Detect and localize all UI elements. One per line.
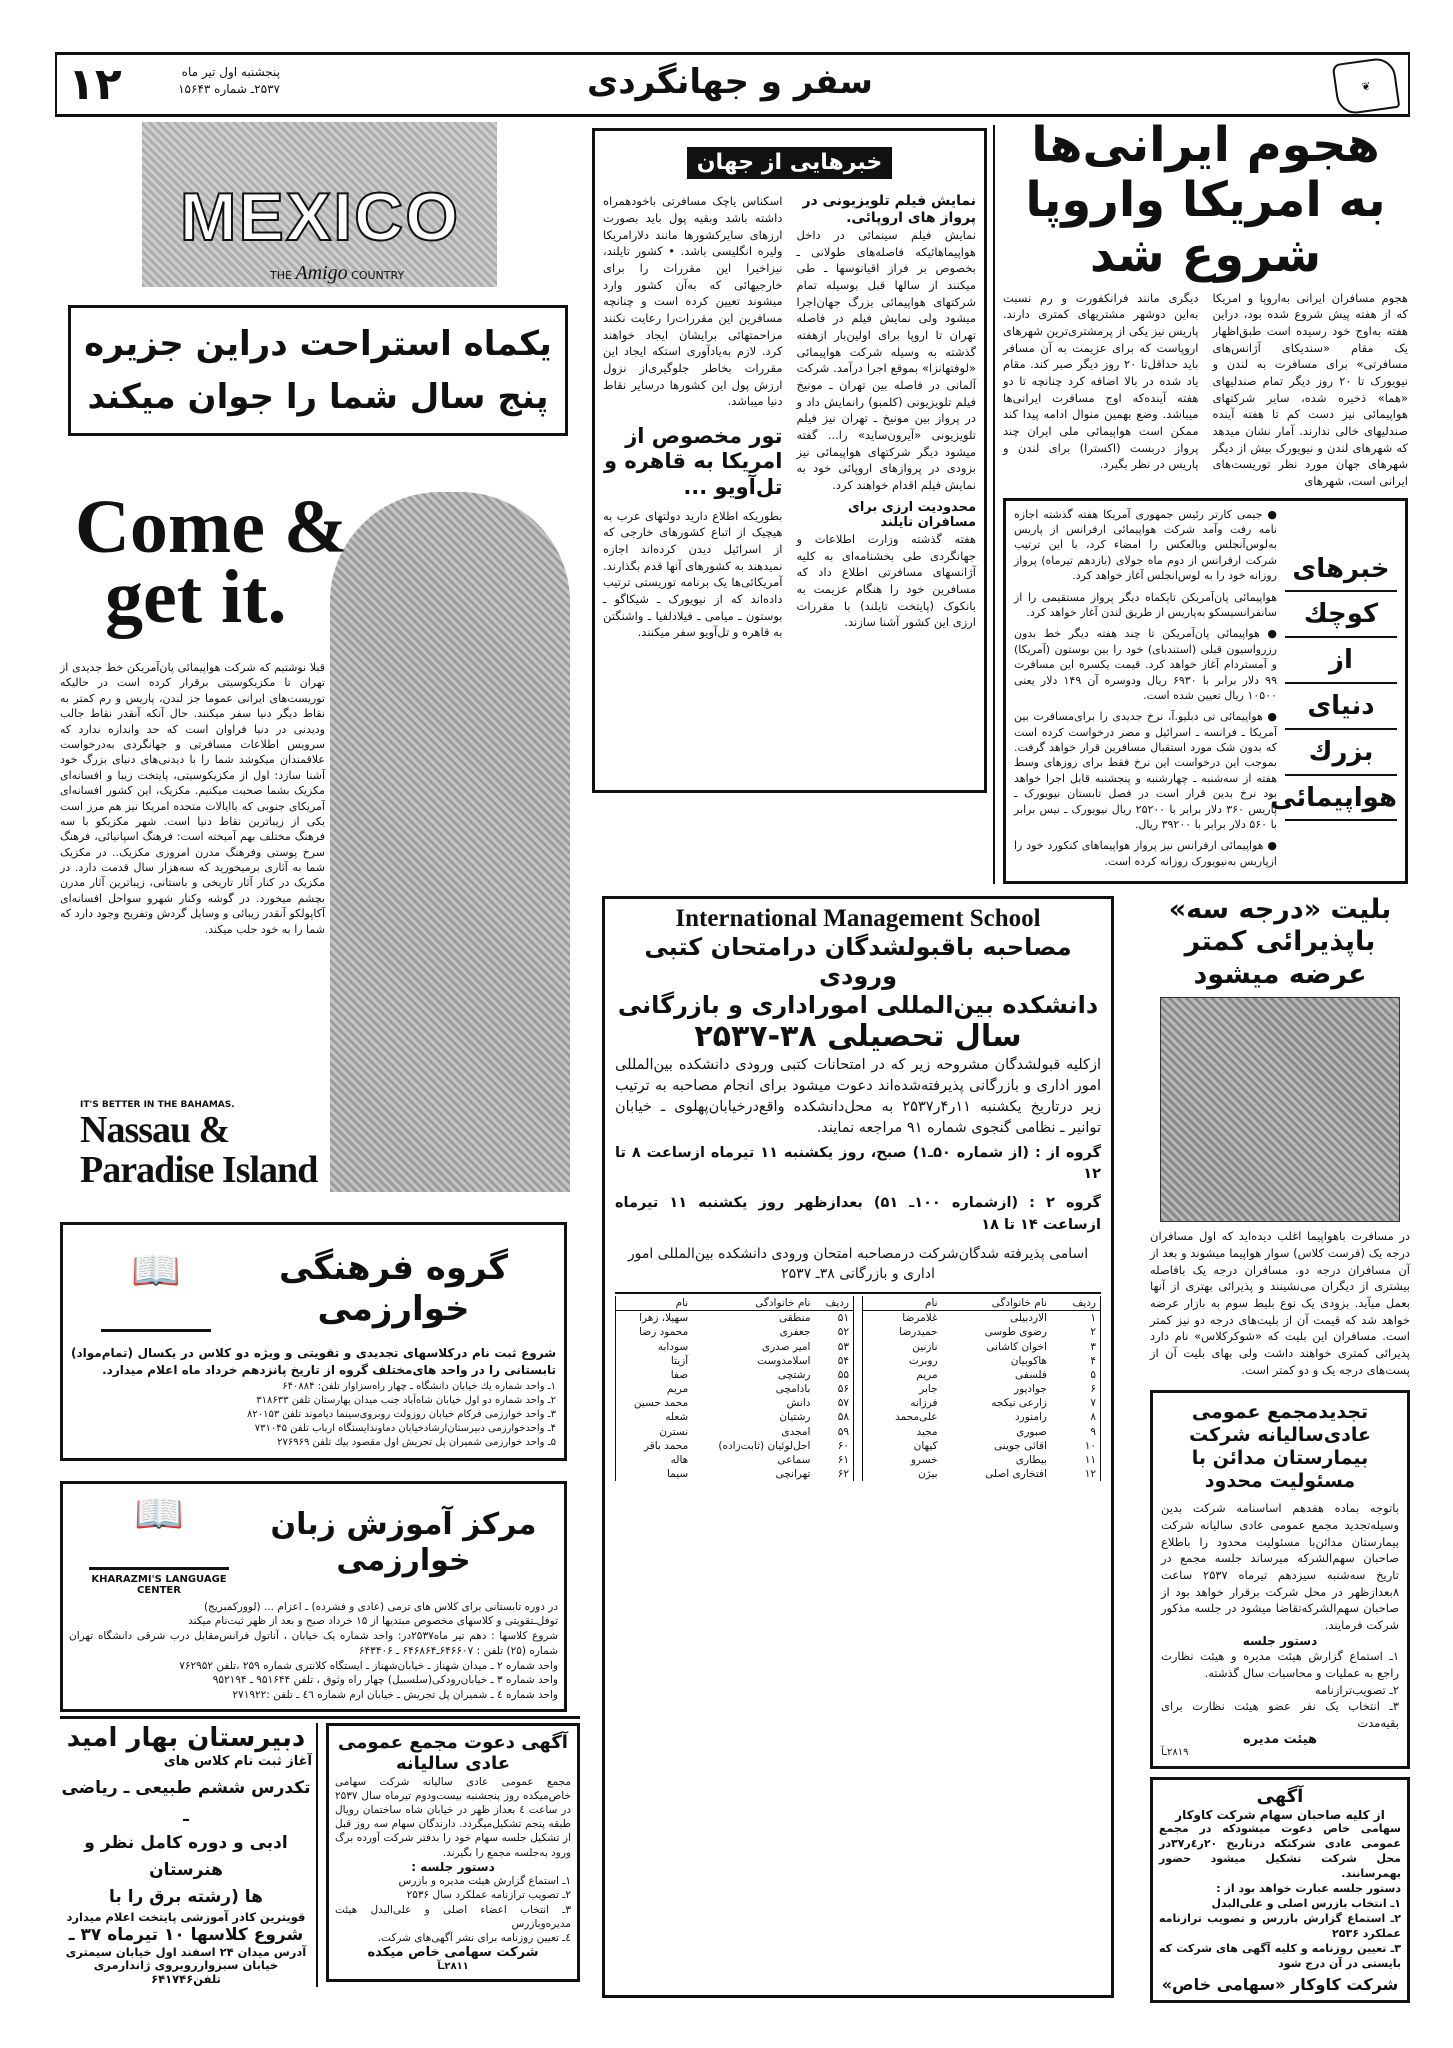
left-column-lower: [60, 1222, 582, 1987]
small-news-label: [1270, 507, 1397, 876]
ims-admitted-lists: [615, 1292, 1101, 1481]
small-news-label-word: بزرك: [1285, 730, 1397, 776]
slogan-line-1: Come &: [75, 485, 348, 569]
kharazmi-book-logo: 📖: [101, 1247, 211, 1332]
agenda-item: ۱ـ استماع گزارش هیئت مدیره و بازرس: [398, 1875, 571, 1888]
table-row: [863, 1410, 1100, 1424]
world-news-col-left: [603, 193, 783, 641]
nassau-logo: [80, 1110, 317, 1190]
lead-headline: هجوم ایرانی‌ها به امریکا واروپا شروع شد: [1025, 117, 1386, 284]
table-row: [616, 1410, 853, 1424]
surname: دانش: [786, 1397, 811, 1410]
tagline-post: COUNTRY: [351, 269, 405, 282]
madaen-code: ۲۸۱۹ـآ: [1161, 1747, 1189, 1759]
kavkar-agenda: [1159, 1897, 1401, 1971]
kharazmi-unit: ۴ـ واحدخوارزمی دبیرستان‌ارشاد‌خیابان دماوند‌ایستگاه ارباب تلفن ۷۳۱۰۴۵: [254, 1422, 556, 1434]
ims-group-2: گروه ۲ : (ازشماره ۱۰۰ـ ۵۱) بعدازظهر روز یکشنبه ۱۱ تیرماه ازساعت ۱۴ تا ۱۸: [615, 1195, 1101, 1233]
table-row: [863, 1467, 1100, 1481]
first-name: نازنین: [912, 1340, 938, 1353]
row-number: ۶: [1090, 1383, 1096, 1396]
small-news-label-word: دنیای: [1285, 684, 1397, 730]
kavkar-signature: شرکت کاوکار «سهامی خاص»: [1161, 1974, 1399, 1994]
col-name: نام: [863, 1296, 942, 1311]
mexico-brand: MEXICO: [179, 179, 461, 255]
bahar-omid-courses-3: ها (رشته برق را با: [109, 1887, 263, 1908]
meeting-agenda-title: دستور جلسه :: [411, 1859, 495, 1874]
surname: فلسفی: [1015, 1368, 1047, 1381]
first-name: مریم: [666, 1383, 689, 1396]
surname: اخوان کاشانی: [986, 1340, 1047, 1353]
first-name: سیما: [666, 1468, 689, 1481]
logo-en-line2: CENTER: [137, 1584, 181, 1596]
kharazmi-language-logo: 📖: [89, 1490, 229, 1570]
agenda-item: ۳ـ تعیین روزنامه و کلیه آگهی های شرکت که بایستی در آن درج شود: [1159, 1941, 1401, 1970]
table-row: [863, 1340, 1100, 1354]
row-number: ۵۷: [837, 1397, 849, 1410]
surname: اقائی جوینی: [994, 1439, 1047, 1452]
small-news-label-word: خبرهای: [1285, 547, 1397, 593]
tour-headline: تور مخصوص از امریکا به قاهره و تل‌آویو ...: [603, 424, 783, 499]
row-number: ۴: [1090, 1354, 1096, 1367]
first-name: مریم: [916, 1368, 938, 1381]
admitted-table-1: [863, 1296, 1100, 1481]
surname: زارعی نیکجه: [991, 1397, 1047, 1410]
kavkar-agenda-title: دستور جلسه عبارت خواهد بود از :: [1216, 1882, 1401, 1896]
row-number: ۹: [1090, 1425, 1096, 1438]
first-name: محمد باقر: [643, 1439, 689, 1452]
kharazmi-logo-english: [89, 1574, 229, 1596]
table-row: [616, 1439, 853, 1453]
small-news-label-word: کوچك: [1285, 592, 1397, 638]
agenda-item: ۱ـ انتخاب بازرس اصلی و علی‌البدل: [1211, 1897, 1401, 1911]
first-name: روبرت: [908, 1354, 938, 1367]
table-row: [863, 1382, 1100, 1396]
tv-headline: نمایش فیلم تلویزیونی در پرواز های اروپائی.: [802, 193, 976, 227]
meeting-body: مجمع عمومی عادی سالیانه شرکت سهامی خاص‌میکده روز پنجشنبه بیست‌ودوم تیرماه سال ۲۵۳۷ در ساعت ٤ بعداز ظهر در خیابان شاه ساختمان رویال طبقه پنجم تشکیل‌میگردد. دارندگان سهام سه روز قبل از تشکیل جلسه سهام خود را بدفتر شرکت آورده برگ ورود به‌جلسه مجمع را بگیرند.: [335, 1775, 571, 1859]
bahar-omid-courses-1: تکدرس ششم طبیعی ـ ریاضی ـ: [61, 1778, 311, 1826]
col-row: ردیف: [814, 1296, 853, 1311]
small-news-label-word: از: [1285, 638, 1397, 684]
bahar-omid-courses-2: ادبی و دوره کامل نظر و هنرستان: [84, 1832, 288, 1880]
right-column-lower: [1150, 894, 1410, 2003]
agenda-item: ۲ـ تصویب ترازنامه عملکرد سال ۲۵۳۶: [406, 1889, 571, 1902]
table-row: [863, 1354, 1100, 1368]
bahar-omid-ad: [60, 1723, 318, 1987]
row-number: ۵۳: [837, 1340, 849, 1353]
table-row: [616, 1453, 853, 1467]
small-news-item: هواپیمائی پان‌آمریکن تاپکماه دیگر پرواز مستقیمی را از سانفرانسیسکو بەپاریس از طریق لندن آغاز خواهد کرد.: [1014, 590, 1277, 619]
kharazmi-unit: ۱ـ واحد شماره یك خیابان دانشگاه ـ چهار راه‌سزاوار تلفن: ۶۴۰۸۸۴: [282, 1380, 556, 1392]
newspaper-logo: ❦: [1332, 56, 1401, 116]
surname: جوادپور: [1014, 1383, 1047, 1396]
kharazmi-language-line: واحد شماره ۲ ـ میدان شهناز ـ خیابان‌شهناز ـ ایستگاه کلانتری شماره ۲۵۹ ،تلفن ۷۶۲۹۵۲: [179, 1659, 558, 1672]
first-name: هاله: [670, 1454, 689, 1466]
first-name: محمود رضا: [639, 1326, 689, 1339]
surname: جعفری: [779, 1326, 811, 1339]
table-row: [616, 1311, 853, 1326]
kharazmi-group-units: [71, 1380, 556, 1450]
currency-headline: محدودیت ارزی برای مسافران تایلند: [847, 499, 976, 531]
madaen-title: تجدیدمجمع عمومی عادی‌سالیانه شرکت بیمارستان مدائن با مسئولیت محدود: [1188, 1401, 1372, 1492]
first-name: غلامرضا: [902, 1312, 938, 1325]
surname: رشتچی: [777, 1368, 811, 1381]
bottom-ads-rule: [60, 1716, 580, 1719]
surname: امیر صدری: [761, 1340, 811, 1353]
surname: الاردبیلی: [1009, 1312, 1047, 1325]
bahar-omid-start: شروع کلاسها ۱۰ تیرماه ۳۷ ـ: [68, 1925, 304, 1946]
madaen-body: باتوجه بماده هفدهم اساسنامه شرکت بدین وسیلەتجدید مجمع عمومی عادی سالیانه شرکت بیمارستان مدائن‌با مسئولیت محدود را باطلاع صاحبان سهم‌الشرکه میرساند جلسه مجمع در تاریخ سه‌شنبه سیزدهم تیرماه ۲۵۳۷ ساعت ۸بعدازظهر در محل شرکت برقرار خواهد بود از صاحبان سهم‌الشرکه‌تقاضا میشود در جلسه مذکور شرکت فرمایند.: [1161, 1501, 1400, 1633]
row-number: ۶۱: [837, 1454, 849, 1466]
col-surname: نام خانوادگی: [692, 1296, 814, 1311]
small-news-item: ● هواپیمائی ارفرانس نیز پرواز هواپیماهای کنکورد خود را ازپاریس بەنیویورک روزانه کرده است.: [1014, 839, 1277, 868]
mexico-article: قبلا نوشتیم که شرکت هواپیمائی پان‌آمریکن خط جدیدی از تهران تا مکزیکوسیتی برقرار کرده است در حالیکه توریست‌های ایرانی عموما جز لندن، پاریس و رم کمتر به نقاط دیگر دنیا سفر میکنند. حال آنکه آنقدر نقاط جالب ودیدنی در دنیا فراوان است که حد واندازه ندارد که سرویس اطلاعات مسافرتی و جهانگردی به‌درخواست علاقمندان میکوشد شما را با دیدنی‌های دنیای بزرگ خود آشنا سازد: اول از مکزیکوسیتی، پایتخت زیبا و افسانه‌ای مکزیک بشما صحبت میکنیم. مکزیک، این کشور افسانه‌ای آمریکای جنوبی که باایالات متحده امریکا نیز هم مرز است یکی از زیباترین نقاط دنیا است. شهر مکزیکو با سه فرهنگ مختلف بهم آمیخته است: فرهنگ اسپانیائی، فرهنگ سرخ پوستی وفرهنگ مدرن امروزی مکزیک.. در مکزیک شما به آثاری برمیخورید که سه‌هزار سال قدمت دارد. در مکزیک در کنار آثار تاریخی و باستانی، زیباترین آثار مدرن بچشم میخورد. در گوشه وکنار شهرو سواحل افسانه‌ای آکاپولکو آنقدر زیبائی و وسایل گردش وتفریح وجود دارد که شما را به خود جلب میکند.: [60, 661, 325, 936]
table-row: [616, 1354, 853, 1368]
ims-ad: [602, 896, 1114, 1998]
agenda-item: ۲ـ تصویب‌ترازنامه: [1314, 1682, 1399, 1697]
col-row: ردیف: [1051, 1296, 1100, 1311]
col-surname: نام خانوادگی: [942, 1296, 1051, 1311]
agenda-item: ۳ـ انتخاب یک نفر عضو هیئت نظارت برای بقیه‌مدت: [1161, 1699, 1399, 1730]
first-name: مجید: [916, 1425, 938, 1438]
row-number: ۵۲: [837, 1326, 849, 1339]
bahar-omid-sub: آغاز ثبت نام کلاس های: [163, 1753, 312, 1769]
kharazmi-language-title: مرکز آموزش زبان خوارزمی: [270, 1506, 537, 1578]
nassau-line-1: Nassau &: [80, 1109, 230, 1151]
row-number: ۷: [1090, 1397, 1096, 1410]
table-row: [616, 1340, 853, 1354]
first-name: فرزانه: [910, 1397, 938, 1410]
world-news-title: خبرهایی از جهان: [687, 147, 893, 179]
surname: رضوی طوسی: [984, 1326, 1047, 1339]
bahar-omid-address: آدرس میدان ۲۴ اسفند اول خیابان سیمتری خیابان سبزواررو‌بروی ژاندارمری تلفن۶۴۱۷۴۶: [65, 1944, 307, 1987]
surname: سماعی: [777, 1454, 811, 1466]
ims-english-title: International Management School: [675, 905, 1041, 932]
table-row: [863, 1325, 1100, 1339]
row-number: ۵۵: [837, 1368, 849, 1381]
surname: هاکوبیان: [1010, 1354, 1047, 1367]
first-name: آزیتا: [670, 1354, 689, 1367]
small-news-label-word: هواپیمائی: [1285, 776, 1397, 822]
airplane-passenger-photo: [1160, 997, 1400, 1222]
ims-group-1: گروه از : (از شماره ۵۰ـ۱) صبح، روز یکشنبه ۱۱ تیرماه ازساعت ۸ تا ۱۲: [615, 1145, 1101, 1183]
agenda-item: ۲ـ استماع گزارش بازرس و تصویب ترازنامه عملکرد ۲۵۳۶: [1159, 1912, 1401, 1941]
small-news-box: [1003, 498, 1408, 885]
madaen-meeting-ad: [1150, 1390, 1410, 1769]
section-title: سفر و جهانگردی: [587, 62, 873, 102]
surname: اجل‌لوئیان (ثابت‌زاده): [718, 1439, 811, 1452]
world-news-col-right: [797, 193, 977, 641]
page-number: ۱۲: [68, 59, 122, 110]
table-row: [863, 1425, 1100, 1439]
admitted-table-2: [616, 1296, 853, 1481]
table-row: [863, 1368, 1100, 1382]
tagline-pre: THE: [270, 269, 292, 282]
tagline-script: Amigo: [295, 262, 348, 284]
madaen-signature: هیئت مدیره: [1242, 1731, 1318, 1747]
row-number: ۸: [1090, 1411, 1096, 1424]
kharazmi-language-details: [69, 1600, 558, 1703]
first-name: علی‌محمد: [895, 1411, 938, 1424]
surname: بادامچی: [775, 1383, 811, 1396]
madaen-agenda: [1161, 1648, 1399, 1731]
surname: منطقی: [778, 1312, 811, 1325]
table-row: [616, 1325, 853, 1339]
kharazmi-language-ad: [60, 1481, 567, 1712]
first-name: بیژن: [917, 1468, 938, 1481]
kharazmi-language-line: واحد شماره ٤ ـ شمیران پل تجریش ـ خیابان ارم شماره ٤٦ ـ تلفن :۲۷۱۹۲۲: [232, 1688, 558, 1701]
row-number: ۱۱: [1084, 1454, 1096, 1466]
row-number: ۵۶: [837, 1383, 849, 1396]
kharazmi-group-ad: [60, 1222, 567, 1461]
table-row: [616, 1425, 853, 1439]
ims-body: ازکلیه قبولشدگان مشروحه زیر که در امتحانات کتبی ورودی دانشکده بین‌المللی امور اداری و بازرگانی پذیرفته‌شده‌اند دعوت میشود برای انجام مصاحبه به ترتیب زیر درتاریخ یکشنبه ۱۱ر۴ر۲۵۳۷ به محل‌دانشکده واقع‌درخیابان‌پهلوی ـ خیابان توانیر ـ نظامی گنجوی شماره ۹۱ مراجعه نمایند.: [615, 1057, 1101, 1137]
row-number: ۵۹: [837, 1425, 849, 1438]
table-row: [616, 1467, 853, 1481]
small-news-item: ● هواپیمائی پان‌آمریکن تا چند هفته دیگر خط بدون رزرواسیون قبلی (استندبای) خود را بین بوستون (آمریکا) و آمستردام آغاز خواهد کرد. قیمت یکسره این مسافرت ۹۹ دلار برابر با ۶۹۳۰ ریال ودوسره آن ۱۴۹ دلار یعنی ۱۰۵۰۰ ریال تعیین شده است.: [1014, 627, 1277, 702]
island-ad-headline-box: [68, 305, 568, 436]
third-class-headline: بلیت «درجه سه» باپذیرائی کمتر عرضه میشود: [1168, 894, 1392, 990]
thailand-body: اسکناس یاچک مسافرتی باخودهمراه داشته باشد وبقیه پول باید بصورت ارزهای سایرکشورها مانند دلارامریکا ولیره انگلیسی باشد. • کشور تایلند، نیزاخیرا این مقررات را برای خارجیهائی که به‌آن کشور وارد میشوند تعیین کرده است و چنانچه مسافرین این مقررات‌را رعایت نکنند مزاحمتهائی برایشان ایجاد خواهند کرد. لازم به‌یادآوری استکه ایجاد این مقررات بخاطر جلوگیری‌از نزول ارزش پول این کشورها درسایر نقاط دنیا میباشد.: [603, 194, 783, 409]
row-number: ۵۴: [837, 1354, 849, 1367]
first-name: خسرو: [910, 1454, 938, 1466]
logo-en-line1: KHARAZMI'S LANGUAGE: [91, 1573, 227, 1585]
row-number: ۲: [1090, 1326, 1096, 1339]
first-name: سهیلا، زهرا: [639, 1312, 689, 1325]
first-name: محمد حسین: [633, 1397, 689, 1410]
surname: افتخاری اصلی: [985, 1468, 1047, 1481]
agenda-item: ۳ـ انتخاب اعضاء اصلی و علی‌البدل هیئت مدیره‌و‌بازرس: [335, 1903, 571, 1930]
header-left-border: [55, 52, 57, 116]
meeting-signature: شرکت سهامی خاص میکده: [367, 1945, 539, 1961]
third-class-body: در مسافرت باهواپیما اغلب دیده‌اید که اول مسافران درجه یک (فرست کلاس) سوار هواپیما میشوند و بعد از آن مسافران درجه دو. مسافران درجه یک بافاصله بیشتری از دیگران می‌نشینند و پذیرائی بهتری از آنها بعمل میآید. بزودی یک نوع بلیط سوم به بازار عرضه خواهد شد که قیمت آن از بلیت‌های درجه دو نیز کمتر است. مسافران این بلیت که «شوکرکلاس» نام دارد پذیرائی کمتری خواهند داشت ولی بهای بلیت آن از پست‌های درجه یک و دو کمتر است.: [1150, 1229, 1410, 1377]
lead-col-2: دیگری مانند فرانکفورت و رم نسبت به‌این دوشهر مشتریهای کمتری دارند. پاریس نیز یکی از پرمشتری‌ترین شهرهای اروپاست که برای عزیمت به آن مسافر باید حداقل‌تا ۲۰ روز دیگر صبر کند. مقام یاد شده در بالا اضافه کرد چنانچه تا دو هفته آینده‌که اوج مسافرت ایرانی‌ها میباشد. وضع بهمین منوال ادامه پیدا کند ممکن است هواپیمائی ملی ایران چند پرواز دربست (اکسترا) برای لندن و پاریس در نظر بگیرد.: [1003, 290, 1199, 472]
woman-knit-photo: [330, 492, 570, 1192]
surname: امجدی: [781, 1425, 811, 1438]
ims-title-3: سال تحصیلی ۳۸-۲۵۳۷: [694, 1019, 1022, 1055]
surname: بیطاری: [1015, 1454, 1047, 1466]
kharazmi-language-line: توفل‌ـتقویتی و کلاسهای مخصوص مبتدیها از ۱۵ خرداد صبح و بعد از ظهر ثبت‌نام میکند: [188, 1615, 558, 1628]
currency-body: هفته گذشته وزارت اطلاعات و جهانگردی طی بخشنامه‌ای به کلیه آژانسهای مسافرتی اطلاع داد که مسافرین خود را هنگام عزیمت به بانکوک (پایتخت تایلند) با مقررات ارزی این کشور آشنا سازند.: [796, 531, 976, 630]
meeting-invitation-ad: [326, 1723, 580, 1982]
table-row: [863, 1439, 1100, 1453]
first-name: کیهان: [913, 1439, 938, 1452]
surname: رامنورد: [1014, 1411, 1047, 1424]
slogan-line-2: get it.: [105, 555, 287, 639]
kavkar-body: سهامی خاص دعوت میشودکه در مجمع عمومی عادی شرکتکه درتاریخ ۲۰ر٤ر۳۷در محل شرکت تشکیل میشود حضور بهمرسانند.: [1159, 1822, 1401, 1880]
small-news-item: ● جیمی کارتر رئیس جمهوری آمریکا هفته گذشته اجازه نامه رفت وآمد شرکت هواپیمائی ارفرانس از پاریس بەلوس‌آنجلس وبالعکس را امضاء کرد، با این ترتیب شرکت ارفرانس از دوم ماه جولای (یازدهم تیرماه) پرواز روزانه خود را به لوس‌انجلس آغاز خواهد کرد.: [1014, 507, 1277, 583]
issue-date: [130, 64, 280, 98]
table-row: [863, 1311, 1100, 1326]
kavkar-ad: [1150, 1777, 1410, 2003]
row-number: ۶۲: [837, 1468, 849, 1481]
agenda-item: ٤ـ تعیین روزنامه برای نشر آگهی‌های شرکت.: [377, 1931, 571, 1944]
nassau-line-2: Paradise Island: [80, 1149, 318, 1191]
come-get-it-slogan: [75, 485, 348, 639]
surname: صبوری: [1016, 1425, 1047, 1438]
first-name: شعله: [665, 1411, 689, 1424]
bahar-omid-title: دبیرستان بهار امید: [66, 1722, 306, 1753]
first-name: صفا: [670, 1368, 689, 1381]
first-name: حمیدرضا: [899, 1326, 938, 1339]
row-number: ۵۱: [837, 1312, 849, 1325]
meeting-agenda: [335, 1874, 571, 1945]
column-divider: [993, 125, 995, 884]
table-row: [863, 1453, 1100, 1467]
kharazmi-group-title: گروه فرهنگی خوارزمی: [278, 1248, 508, 1329]
first-name: نسترن: [659, 1425, 689, 1438]
row-number: ۵: [1090, 1368, 1096, 1381]
meeting-code: ۲۸۱۱ـآ: [437, 1960, 469, 1972]
kavkar-title: آگهی: [1256, 1786, 1304, 1808]
surname: تهرانچی: [775, 1468, 811, 1481]
date-line: پنجشنبه اول تیر ماه: [181, 65, 280, 79]
issue-number: ۲۵۳۷ـ شماره ۱۵۶۴۳: [178, 82, 280, 96]
island-headline-1: یکماه استراحت دراین جزیره: [84, 324, 552, 364]
tour-body: بطوریکه اطلاع دارید دولتهای عرب به هیچیک از اتباع کشورهای خارجی که از اسرائیل دیدن کرده‌اند اجازه نمیدهند به کشورهای آنها قدم بگذارند. آمریکائی‌ها یک برنامه توریستی ترتیب داده‌اند که از نیویورک ـ شیکاگو ـ بوستون ـ میامی ـ فیلادلفیا ـ واشنگتن به قاهره و تل‌آویو سفر میکنند.: [603, 508, 783, 640]
table-row: [616, 1382, 853, 1396]
kharazmi-language-line: شروع کلاسها : دهم تیر ماه۲۵۳۷در: واحد شماره یک خیابان ، آناتول فرانس‌مقابل درب شرقی دانشگاه تهران شماره (۲۵) تلفن : ۶۴۶۶۰۷ـ۶۴۶۸۶۴ ـ ۶۴۳۴۰۶: [69, 1630, 558, 1657]
first-name: جابر: [919, 1383, 938, 1396]
row-number: ۱: [1090, 1312, 1096, 1325]
ims-title-2: دانشکده بین‌المللی اموراداری و بازرگانی: [617, 990, 1099, 1019]
ims-title-1: مصاحبه باقبولشدگان درامتحان کتبی ورودی: [644, 933, 1072, 990]
row-number: ۳: [1090, 1340, 1096, 1353]
first-name: سودابه: [657, 1340, 689, 1353]
small-news-item: ● هواپیمائی تی دبلیو.آ، نرخ جدیدی را برای‌مسافرت بین آمریکا ـ فرانسه ـ اسرائیل و مصر درخواست کرده است که بدون شک مورد استقبال مسافرین قرار خواهد گرفت. بموجب این درخواست این نرخ فقط برای روزهای وسط هفته از سه‌شنبه ـ چهارشنبه و پنجشنبه قابل اجرا خواهد بود نرخ بدین قرار است در فصل تابستان نیویورک ـ پاریس ۳۶۰ دلار برابر با ۲۵۲۰۰ ریال نیویورک ـ نیس برابر با ۵۶۰ دلار برابر با ۳۹۲۰۰ ریال.: [1014, 710, 1277, 832]
row-number: ۱۲: [1084, 1468, 1096, 1481]
row-number: ۶۰: [837, 1439, 849, 1452]
table-row: [616, 1396, 853, 1410]
right-column-top: [1003, 118, 1408, 884]
table-row: [863, 1396, 1100, 1410]
meeting-title: آگهی دعوت مجمع عمومی عادی سالیانه: [338, 1731, 568, 1775]
tv-body: نمایش فیلم سینمائی در داخل هواپیماهائیکه فاصله‌های طولانی ـ بخصوص بر فراز اقیانوسها ـ طی میکنند از سالها قبل بوسیله تمام شرکتهای هواپیمائی بزرگ جهان‌اجرا میشود ولی نمایش فیلم در فاصله تهران تا اروپا برای اولین‌بار ازهفته گذشته به وسیله شرکت هواپیمائی «لوفتهانزا» بموقع اجرا درآمد. شرکت آلمانی در فاصله بین تهران ـ مونیخ فیلم تلویزیونی (کلمبو) رانمایش داد و در پرواز بین مونیخ ـ تهران نیز فیلم تلویزیونی «آیرون‌ساید» را... گفته میشود دیگر شرکتهای هواپیمائی نیز بزودی در پروازهای اروپائی خود به نمایش فیلم اقدام خواهند کرد.: [796, 227, 976, 493]
nassau-block: [80, 1100, 317, 1190]
bahar-omid-note: قویترین کادر آموزشی پایتخت اعلام میدارد: [66, 1910, 306, 1925]
kharazmi-unit: ۵ـ واحد خوارزمی شمیران پل تجریش اول مقصود بیك تلفن ۲۷۶۹۶۹: [277, 1436, 556, 1448]
surname: اسلامدوست: [757, 1354, 811, 1367]
bahamas-tagline: IT'S BETTER IN THE BAHAMAS.: [80, 1100, 235, 1110]
row-number: ۵۸: [837, 1411, 849, 1424]
small-news-items: [1014, 507, 1277, 876]
row-number: ۱۰: [1084, 1439, 1096, 1452]
agenda-item: ۱ـ استماع گزارش هیئت مدیره و هیئت نظارت راجع به عملیات و محاسبات سال گذشته.: [1161, 1649, 1399, 1680]
mexico-tagline: [270, 262, 404, 285]
kharazmi-language-line: واحد شماره ۳ ـ خیابان‌رودکی(سلسبیل) چهار راه وثوق ، تلفن ۹۵۱۶۴۴ ـ ۹۵۲۱۹۴: [212, 1674, 558, 1687]
lead-columns: [1003, 290, 1408, 490]
kharazmi-group-intro: شروع ثبت نام درکلاسهای تجدیدی و تقویتی و ویژه دو کلاس در یکسال (تمام‌مواد) تابستانی را در واحد های‌مختلف گروه از تاریخ پانزدهم خرداد ماه اعلام میدارد.: [71, 1346, 556, 1378]
col-name: نام: [616, 1296, 692, 1311]
kavkar-line1: از کلیه صاحبان سهام شرکت کاوکار: [1175, 1807, 1385, 1822]
table-row: [616, 1368, 853, 1382]
surname: رشتیان: [779, 1411, 811, 1424]
lead-col-1: هجوم مسافران ایرانی به‌اروپا و امریکا که از هفته پیش شروع شده بود، دراین هفته به‌اوج خود رسیده است طبق‌اظهار یک مقام «سندیکای آژانس‌های مسافرتی» برای مسافرت به لندن و نیویورک تا ۲۰ روز دیگر تمام صندلیهای «هما» ذخیره شده، سایر شرکتهای هواپیمائی نیز دست کم تا هفته آینده صندلیهای خالی ندارند. آمار نشان میدهد که شهرهای لندن و نیویورک بیش از دیگر شهرهای جهان مورد نظر توریست‌های ایرانی است، شهرهای: [1212, 290, 1408, 488]
world-news-box: [592, 128, 987, 793]
madaen-agenda-title: دستور جلسه: [1242, 1633, 1318, 1648]
top-rule: [55, 52, 1410, 55]
ims-list-intro: اسامی پذیرفته شدگان‌شرکت درمصاحبه امتحان ورودی دانشکده بین‌المللی امور اداری و بازرگانی ۳۸ـ ۲۵۳۷: [627, 1245, 1089, 1282]
header-right-border: [1408, 52, 1410, 116]
kharazmi-unit: ۲ـ واحد شماره دو اول خیابان شاه‌آباد جنب میدان بهارستان تلفن ۳۱۸۶۳۳: [256, 1394, 556, 1406]
kharazmi-unit: ۳ـ واحد خوارزمی فرکام خیابان روزولت روبروی‌سینما دیاموند تلفن ۸۲۰۱۵۳: [246, 1408, 556, 1420]
island-headline-2: پنج سال شما را جوان میکند: [87, 376, 549, 417]
kharazmi-language-line: در دوره تابستانی برای کلاس های ترمی (عادی و فشرده) ـ اعزام ... (لوورکمبریج): [203, 1600, 558, 1613]
